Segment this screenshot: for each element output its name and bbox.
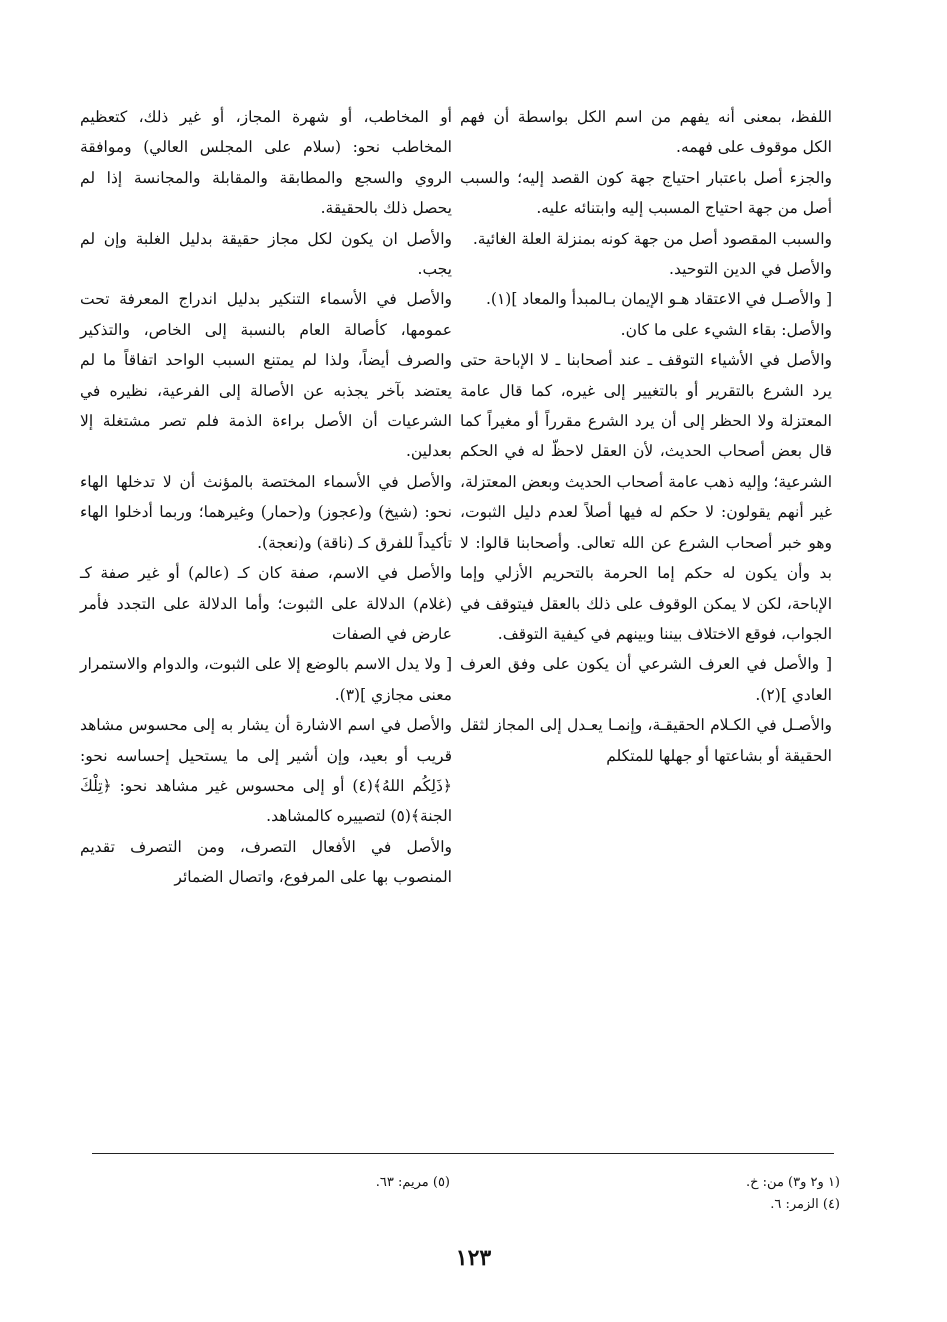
paragraph: والأصل في الأسماء المختصة بالمؤنث أن لا تدخلها الهاء نحو: (شيخ) و(عجوز) و(حمار) وغيرهما؛ وربما أدخلوا الهاء تأكيداً للفرق كـ (ناقة) و(نعجة). [80,472,452,552]
paragraph: والأصل في الأسماء التنكير بدليل اندراج المعرفة تحت عمومها، كأصالة العام بالنسبة إلى الخاص، والتذكير والصرف أيضاً، ولذا لم يمتنع السبب الواحد اتفاقاً ما لم يعتضد بآخر يجذبه عن الأصالة إلى الفرعية، نظيره في الشرعيات أن الأصل براءة الذمة فلم تصر مشتغلة إلا بعدلين. [80,290,452,461]
paragraph: [ والأصـل في الاعتقاد هـو الإيمان بـالمبدأ والمعاد ](١). [485,290,832,309]
page-number: ١٢٣ [455,1245,492,1271]
paragraph: والأصل في الأفعال التصرف، ومن التصرف تقديم المنصوب بها على المرفوع، واتصال الضمائر [80,837,452,887]
footnotes-left [200,1172,450,1194]
paragraph: والأصل في الأشياء التوقف ـ عند أصحابنا ـ لا الإباحة حتى يرد الشرع بالتقرير أو بالتغيير إلى غيره، كما قال عامة المعتزلة ولا الحظر إلى أن يرد الشرع مقرراً أو مغيراً كما قال بعض أصحاب الحديث، لأن العقل لاحظّ له في الحكم الشرعية؛ وإليه ذهب عامة أصحاب الحديث وبعض المعتزلة، غير أنهم يقولون: لا حكم له فيها أصلاً لعدم دليل الثبوت، وهو خبر أصحاب الشرع عن الله تعالى. وأصحابنا قالوا: لا بد وأن يكون له حكم إما الحرمة بالتحريم الأزلي وإما الإباحة، لكن لا يمكن الوقوف على ذلك بالعقل فيتوقف في الجواب، فوقع الاختلاف بيننا وبينهم في كيفية التوقف. [460,351,832,643]
footnote-divider [92,1153,834,1154]
paragraph: والأصل: بقاء الشيء على ما كان. [620,320,832,339]
footnote: (١ و٢ و٣) من: خ. [746,1175,840,1190]
footnotes-right [600,1172,840,1216]
left-text-column [80,102,452,893]
paragraph: والأصل ان يكون لكل مجاز حقيقة بدليل الغلبة وإن لم يجب. [80,229,452,279]
paragraph: والسبب المقصود أصل من جهة كونه بمنزلة العلة الغائية. [472,229,832,248]
footnote: (٥) مريم: ٦٣. [375,1175,450,1190]
right-text-column [460,102,832,771]
paragraph: [ ولا يدل الاسم بالوضع إلا على الثبوت، والدوام والاستمرار معنى مجازي ](٣). [80,655,452,704]
paragraph: اللفظ، بمعنى أنه يفهم من اسم الكل بواسطة أن فهم الكل موقوف على فهمه. [460,108,832,157]
paragraph: أو المخاطب، أو شهرة المجاز، أو غير ذلك، كتعظيم المخاطب نحو: (سلام على المجلس العالي) وموافقة الروي والسجع والمطابقة والمقابلة والمجانسة إذا لم يحصل ذلك بالحقيقة. [80,108,452,218]
paragraph: والأصل في الدين التوحيد. [669,260,832,279]
paragraph: والأصل في اسم الاشارة أن يشار به إلى محسوس مشاهد قريب أو بعيد، وإن أشير إلى ما يستحيل إحساسه نحو: ﴿ذَلِكُم اللهُ﴾(٤) أو إلى محسوس غير مشاهد نحو: ﴿تِلْكَ الجنة﴾(٥) لتصييره كالمشاهد. [80,716,452,826]
paragraph: والجزء أصل باعتبار احتياج جهة كون القصد إليه؛ والسبب أصل من جهة احتياج المسبب إليه وابتنائه عليه. [460,168,832,218]
footnote: (٤) الزمر: ٦. [770,1197,840,1212]
paragraph: والأصـل في الكـلام الحقيقـة، وإنمـا يعـدل إلى المجاز لثقل الحقيقة أو بشاعتها أو جهلها للمتكلم [460,716,832,765]
paragraph: [ والأصل في العرف الشرعي أن يكون على وفق العرف العادي ](٢). [460,655,832,704]
paragraph: والأصل في الاسم، صفة كان كـ (عالم) أو غير صفة كـ (غلام) الدلالة على الثبوت؛ وأما الدلالة على التجدد فأمر عارض في الصفات [80,564,452,643]
